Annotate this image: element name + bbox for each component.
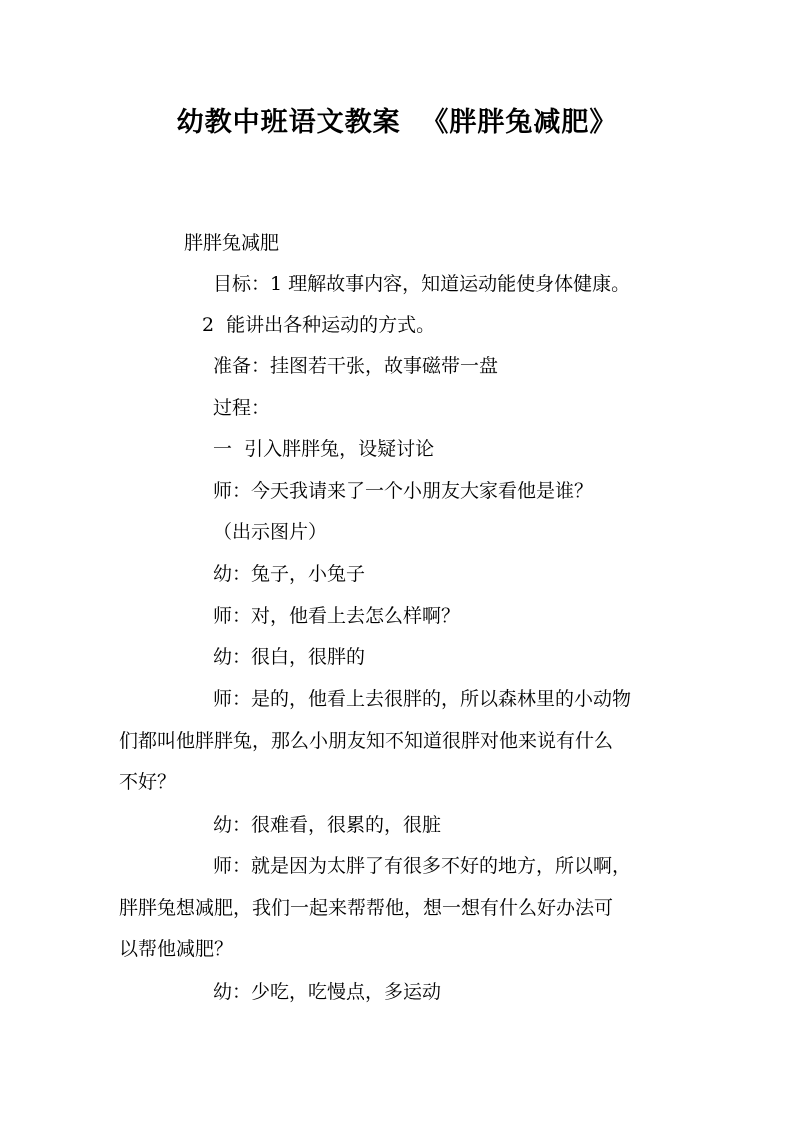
text-line: 们都叫他胖胖兔，那么小朋友知不知道很胖对他来说有什么: [119, 730, 614, 752]
text-line: 一 引入胖胖兔，设疑讨论: [213, 438, 435, 460]
text-line: 师：是的，他看上去很胖的，所以森林里的小动物: [213, 688, 632, 710]
text-line: 幼：很难看，很累的，很脏: [213, 814, 442, 836]
text-line: 准备：挂图若干张，故事磁带一盘: [213, 355, 499, 377]
text-line: 师：对，他看上去怎么样啊？: [213, 605, 461, 627]
text-line: 不好？: [119, 771, 177, 793]
text-line: 师：今天我请来了一个小朋友大家看他是谁？: [213, 480, 594, 502]
text-line: 目标：1 理解故事内容，知道运动能使身体健康。: [213, 273, 631, 295]
text-line: 师：就是因为太胖了有很多不好的地方，所以啊，: [213, 855, 632, 877]
document-title: 幼教中班语文教案 《胖胖兔减肥》: [176, 107, 618, 138]
text-line: 2 能讲出各种运动的方式。: [202, 314, 436, 336]
text-line: 幼：兔子，小兔子: [213, 563, 366, 585]
text-line: 过程：: [213, 397, 271, 419]
text-line: （出示图片）: [213, 521, 328, 543]
text-line: 胖胖兔想减肥，我们一起来帮帮他，想一想有什么好办法可: [119, 897, 614, 919]
text-line: 幼：少吃，吃慢点，多运动: [213, 981, 442, 1003]
text-line: 以帮他减肥？: [119, 938, 234, 960]
text-line: 胖胖兔减肥: [184, 232, 280, 254]
text-line: 幼：很白，很胖的: [213, 646, 366, 668]
